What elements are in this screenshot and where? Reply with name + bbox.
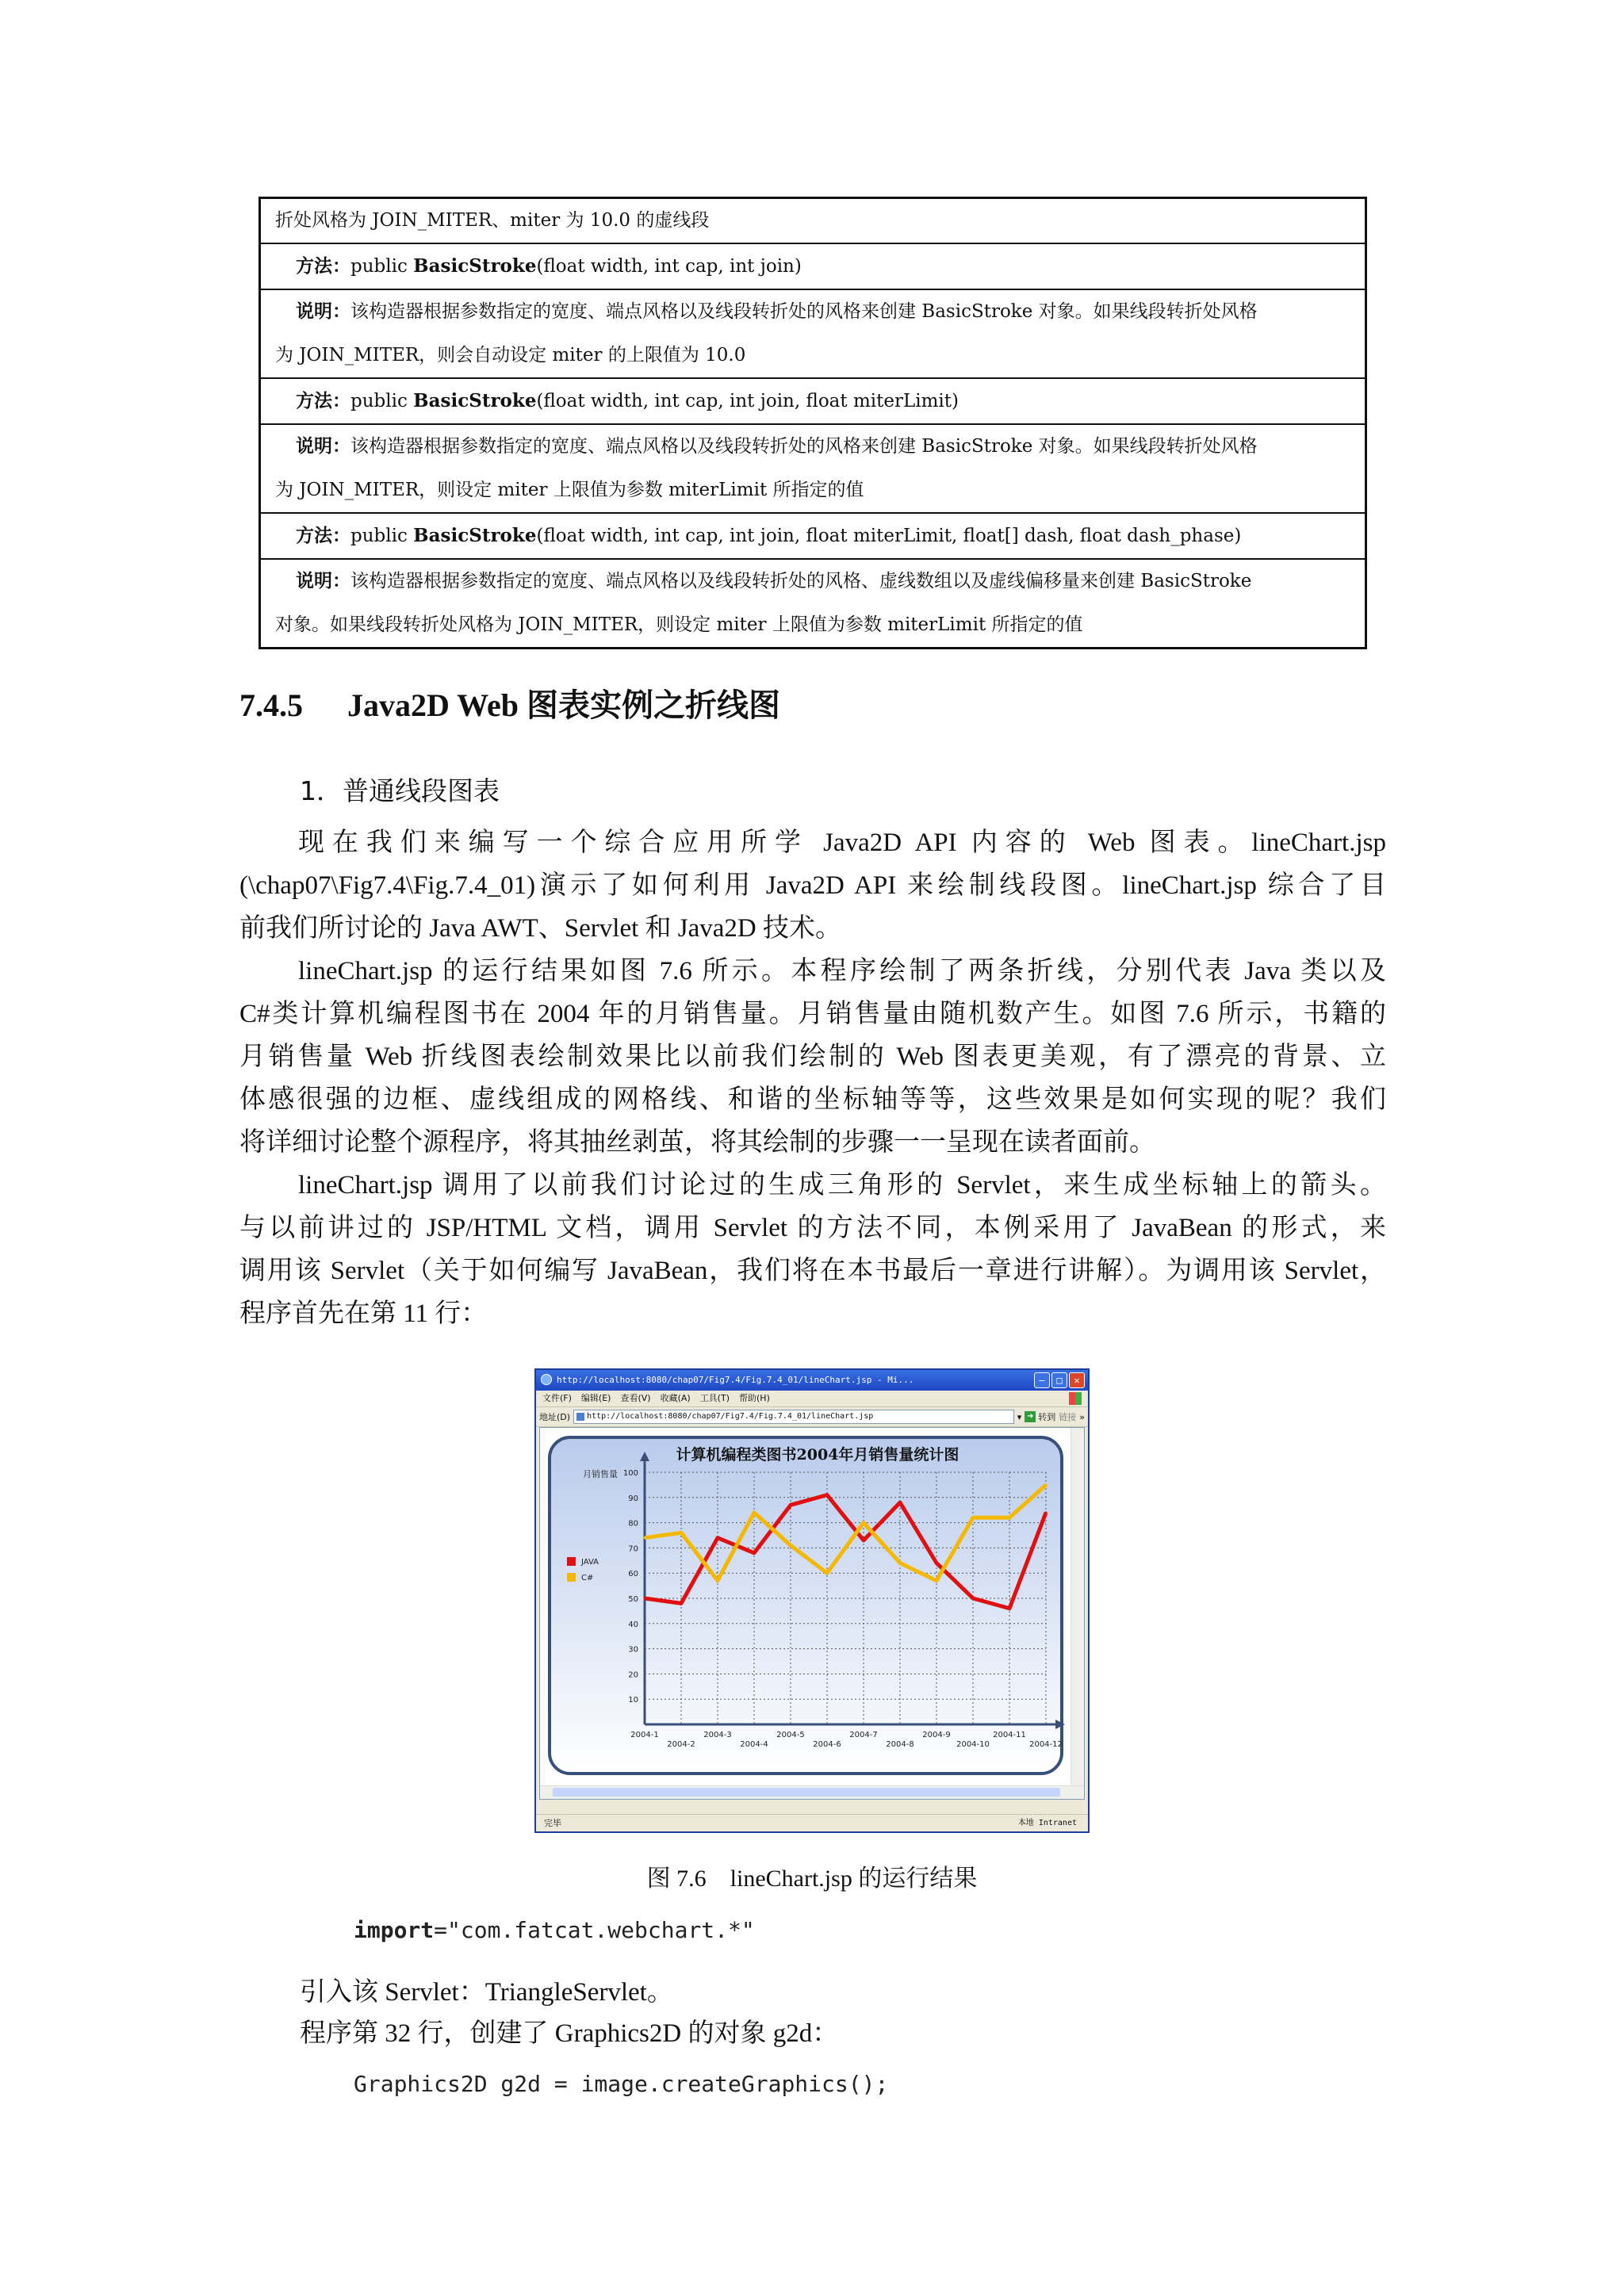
menu-favorites[interactable]: 收藏(A) — [660, 1393, 691, 1403]
table-row-desc — [261, 425, 1365, 514]
menu-bar — [536, 1391, 1088, 1407]
data-point — [972, 1598, 975, 1600]
data-point — [826, 1494, 829, 1496]
desc-text: 为 JOIN_MITER，则设定 miter 上限值为参数 miterLimit 所指定的值 — [275, 480, 864, 500]
method-args: (float width, int cap, int join, float miterLimit, float[] dash, float dash_phase) — [536, 526, 1242, 546]
menu-view[interactable]: 查看(V) — [620, 1393, 651, 1403]
page-icon — [576, 1413, 584, 1421]
data-point — [936, 1562, 938, 1564]
x-tick-label: 2004-6 — [813, 1740, 841, 1749]
x-tick-label: 2004-10 — [956, 1740, 990, 1749]
section-heading — [239, 680, 780, 725]
x-tick-label: 2004-11 — [993, 1731, 1026, 1739]
method-label: 方法： — [296, 256, 350, 277]
desc-text: 该构造器根据参数指定的宽度、端点风格以及线段转折处的风格来创建 BasicStroke 对象。如果线段转折处风格 — [350, 436, 1258, 457]
method-name: BasicStroke — [413, 390, 537, 411]
x-tick-label: 2004-8 — [886, 1740, 914, 1749]
chart-title: 计算机编程类图书2004年月销售量统计图 — [676, 1446, 959, 1464]
x-tick-label: 2004-5 — [776, 1731, 805, 1739]
data-point — [1045, 1511, 1048, 1513]
section-title: Java2D Web 图表实例之折线图 — [347, 687, 780, 723]
paragraph-line: lineChart.jsp 调用了以前我们讨论过的生成三角形的 Servlet，来生成坐标轴上的箭头。 — [298, 1171, 1386, 1200]
window-title: http://localhost:8080/chap07/Fig7.4/Fig.7.4_01/lineChart.jsp - Mi... — [557, 1375, 914, 1385]
links-label[interactable]: 链接 — [1059, 1412, 1077, 1422]
paragraph-2 — [239, 950, 1386, 1164]
x-tick-label: 2004-2 — [667, 1740, 695, 1749]
y-tick-label: 80 — [628, 1519, 638, 1529]
menu-help[interactable]: 帮助(H) — [739, 1393, 770, 1403]
go-arrow-icon: ➜ — [1025, 1411, 1036, 1422]
y-tick-label: 30 — [628, 1645, 638, 1655]
method-prefix: public — [350, 526, 414, 546]
method-prefix: public — [350, 391, 414, 411]
status-bar — [536, 1814, 1088, 1831]
x-tick-label: 2004-9 — [922, 1731, 951, 1739]
desc-label: 说明： — [296, 571, 350, 591]
paragraph-line: (\chap07\Fig7.4\Fig.7.4_01)演示了如何利用 Java2D API 来绘制线段图。lineChart.jsp 综合了目 — [239, 871, 1386, 900]
method-args: (float width, int cap, int join) — [536, 256, 802, 277]
menu-edit[interactable]: 编辑(E) — [580, 1393, 611, 1403]
zone-text: 本地 Intranet — [1017, 1819, 1077, 1827]
paragraph-line: 前我们所讨论的 Java AWT、Servlet 和 Java2D 技术。 — [239, 914, 841, 943]
x-tick-label: 2004-7 — [849, 1731, 878, 1739]
data-point — [644, 1536, 646, 1539]
window-titlebar[interactable] — [536, 1370, 1088, 1391]
desc-label: 说明： — [296, 436, 350, 457]
code-text: ="com.fatcat.webchart.*" — [434, 1917, 755, 1943]
browser-window — [534, 1368, 1090, 1833]
address-bar — [536, 1407, 1088, 1427]
method-name: BasicStroke — [413, 525, 537, 546]
data-point — [972, 1517, 975, 1519]
line-chart — [548, 1436, 1065, 1777]
x-tick-label: 2004-4 — [740, 1740, 768, 1749]
method-label: 方法： — [296, 526, 350, 546]
maximize-button[interactable]: □ — [1051, 1372, 1067, 1388]
data-point — [863, 1539, 865, 1541]
paragraph-line: 与以前讲过的 JSP/HTML 文档，调用 Servlet 的方法不同，本例采用了 JavaBean 的形式，来 — [239, 1214, 1386, 1242]
data-point — [936, 1579, 938, 1582]
go-label: 转到 — [1038, 1412, 1056, 1422]
address-value: http://localhost:8080/chap07/Fig7.4/Fig.7.4_01/lineChart.jsp — [587, 1412, 874, 1421]
data-point — [826, 1572, 829, 1575]
status-text: 完毕 — [544, 1818, 561, 1828]
ie-icon — [541, 1374, 552, 1385]
vertical-scrollbar[interactable] — [1071, 1428, 1084, 1799]
dropdown-icon[interactable]: ▾ — [1017, 1411, 1022, 1422]
scroll-thumb[interactable] — [553, 1788, 1060, 1797]
method-args: (float width, int cap, int join, float miterLimit) — [536, 391, 959, 411]
desc-text: 对象。如果线段转折处风格为 JOIN_MITER，则设定 miter 上限值为参数 miterLimit 所指定的值 — [275, 614, 1083, 635]
x-tick-label: 2004-3 — [703, 1731, 732, 1739]
data-point — [717, 1579, 719, 1582]
table-row-method — [261, 379, 1365, 425]
method-prefix: public — [350, 256, 414, 277]
paragraph-line: lineChart.jsp 的运行结果如图 7.6 所示。本程序绘制了两条折线，分别代表 Java 类以及 — [298, 957, 1386, 985]
y-tick-label: 90 — [628, 1494, 638, 1503]
menu-tools[interactable]: 工具(T) — [699, 1393, 730, 1403]
legend-label: C# — [581, 1574, 594, 1582]
menu-file[interactable]: 文件(F) — [542, 1393, 572, 1403]
method-label: 方法： — [296, 391, 350, 411]
y-tick-label: 40 — [628, 1620, 638, 1629]
horizontal-scrollbar[interactable] — [540, 1785, 1084, 1799]
y-tick-label: 60 — [628, 1570, 638, 1579]
section-number: 7.4.5 — [239, 687, 303, 723]
y-tick-label: 10 — [628, 1696, 638, 1705]
paragraph-1 — [239, 821, 1386, 950]
code-line-graphics: Graphics2D g2d = image.createGraphics(); — [354, 2071, 889, 2097]
api-table — [259, 197, 1367, 649]
chevron-icon[interactable]: » — [1079, 1411, 1085, 1422]
y-tick-label: 20 — [628, 1670, 638, 1680]
data-point — [644, 1598, 646, 1600]
y-tick-label: 100 — [622, 1469, 638, 1478]
body-line: 引入该 Servlet：TriangleServlet。 — [300, 1978, 673, 2007]
data-point — [753, 1552, 756, 1554]
figure-caption: 图 7.6 lineChart.jsp 的运行结果 — [646, 1866, 978, 1892]
desc-label: 说明： — [296, 301, 350, 322]
paragraph-3 — [239, 1164, 1386, 1335]
windows-logo-icon — [1069, 1392, 1082, 1405]
paragraph-line: C#类计算机编程图书在 2004 年的月销售量。月销售量由随机数产生。如图 7.6 所示，书籍的 — [239, 1000, 1386, 1028]
data-point — [790, 1504, 792, 1506]
method-name: BasicStroke — [413, 255, 537, 277]
data-point — [1009, 1607, 1011, 1609]
x-tick-label: 2004-1 — [630, 1731, 659, 1739]
y-tick-label: 70 — [628, 1544, 638, 1554]
legend-label: JAVA — [581, 1558, 599, 1567]
address-label: 地址(D) — [539, 1412, 571, 1422]
y-axis-label: 月销售量 — [583, 1469, 618, 1479]
data-point — [753, 1511, 756, 1513]
chart-border — [550, 1437, 1062, 1774]
data-point — [680, 1602, 683, 1605]
data-point — [899, 1502, 902, 1504]
paragraph-line: 月销售量 Web 折线图表绘制效果比以前我们绘制的 Web 图表更美观，有了漂亮的背景、立 — [239, 1043, 1386, 1071]
table-row-method — [261, 244, 1365, 290]
address-input[interactable] — [573, 1410, 1014, 1424]
paragraph-line: 将详细讨论整个源程序，将其抽丝剥茧，将其绘制的步骤一一呈现在读者面前。 — [239, 1128, 1155, 1157]
data-point — [680, 1532, 683, 1534]
table-row-method — [261, 514, 1365, 560]
code-line-import — [354, 1917, 755, 1943]
paragraph-line: 程序首先在第 11 行： — [239, 1299, 488, 1328]
paragraph-line: 调用该 Servlet（关于如何编写 JavaBean，我们将在本书最后一章进行讲解）。为调用该 Servlet， — [239, 1257, 1386, 1285]
go-button[interactable] — [1025, 1410, 1055, 1423]
desc-text: 该构造器根据参数指定的宽度、端点风格以及线段转折处的风格、虚线数组以及虚线偏移量来创建 BasicStroke — [350, 571, 1252, 591]
legend-swatch — [567, 1573, 576, 1582]
data-point — [790, 1544, 792, 1547]
data-point — [717, 1536, 719, 1539]
data-point — [863, 1521, 865, 1524]
legend-swatch — [567, 1557, 576, 1566]
body-line: 程序第 32 行，创建了 Graphics2D 的对象 g2d： — [300, 2019, 839, 2048]
close-button[interactable]: ✕ — [1069, 1372, 1085, 1388]
code-keyword: import — [354, 1917, 435, 1943]
desc-text: 为 JOIN_MITER，则会自动设定 miter 的上限值为 10.0 — [275, 345, 746, 365]
y-tick-label: 50 — [628, 1595, 638, 1604]
table-row-desc — [261, 560, 1365, 647]
paragraph-line: 体感很强的边框、虚线组成的网格线、和谐的坐标轴等等，这些效果是如何实现的呢？我们 — [239, 1085, 1386, 1114]
data-point — [899, 1562, 902, 1564]
x-tick-label: 2004-12 — [1029, 1740, 1063, 1749]
page-content — [539, 1427, 1085, 1800]
desc-text: 该构造器根据参数指定的宽度、端点风格以及线段转折处的风格来创建 BasicStroke 对象。如果线段转折处风格 — [350, 301, 1258, 322]
subsection-heading: 1．普通线段图表 — [300, 775, 500, 806]
minimize-button[interactable]: – — [1034, 1372, 1050, 1388]
paragraph-line: 现在我们来编写一个综合应用所学 Java2D API 内容的 Web 图表。lineChart.jsp — [298, 828, 1386, 857]
table-cell-text: 折处风格为 JOIN_MITER、miter 为 10.0 的虚线段 — [275, 210, 710, 231]
table-row — [261, 199, 1365, 244]
data-point — [1009, 1517, 1011, 1519]
data-point — [1045, 1483, 1048, 1486]
table-row-desc — [261, 290, 1365, 379]
